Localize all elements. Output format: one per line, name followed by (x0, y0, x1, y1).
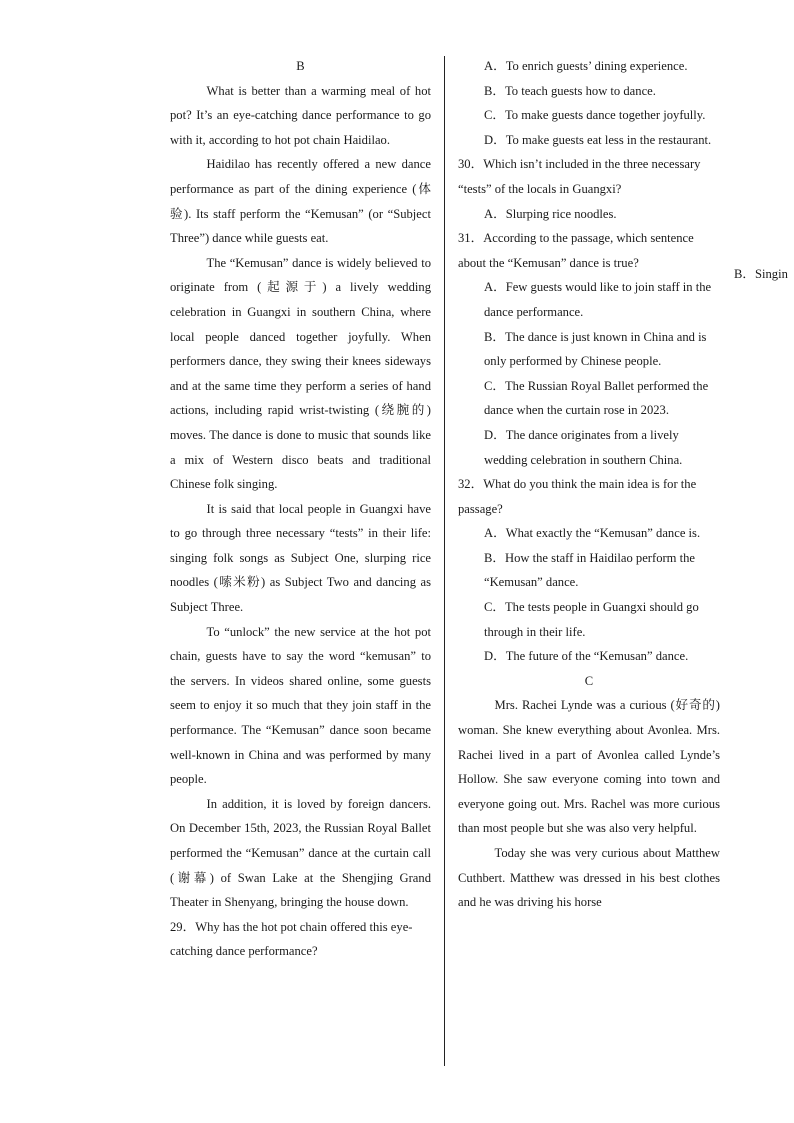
question-31: 31．According to the passage, which sentence about the “Kemusan” dance is true? (458, 231, 694, 270)
q30-option-a: A．Slurping rice noodles. (484, 206, 617, 221)
q32-option-d: D．The future of the “Kemusan” dance. (484, 649, 689, 664)
question-32: 32．What do you think the main idea is for the passage? (458, 477, 697, 516)
passage-b-paragraph-1: What is better than a warming meal of hot pot? It’s an eye-catching dance performance to go with it, according to hot pot chain Haidilao. (170, 83, 431, 147)
q29-option-c: C．To make guests dance together joyfully. (484, 108, 706, 123)
passage-b-paragraph-4: It is said that local people in Guangxi have to go through three necessary “tests” in their life: singing folk songs as Subject One, slurping rice noodles (嗦米粉) as Subject Two and dancing as Subject Three. (170, 501, 431, 615)
right-column (458, 54, 720, 915)
q30-option-b-cutoff: B．Singin (734, 267, 788, 281)
q29-option-a: A．To enrich guests’ dining experience. (484, 59, 688, 73)
q31-option-c: C．The Russian Royal Ballet performed the dance when the curtain rose in 2023. (484, 378, 709, 418)
passage-b-paragraph-2: Haidilao has recently offered a new dance performance as part of the dining experience (体验). Its staff perform the “Kemusan” (or “Subject Three”) dance while guests eat. (170, 157, 431, 246)
column-divider (444, 56, 445, 1066)
passage-b-paragraph-6: In addition, it is loved by foreign dancers. On December 15th, 2023, the Russian Royal Ballet performed the “Kemusan” dance at the curtain call (谢幕) of Swan Lake at the Shengjing Grand Theater in Shenyang, bringing the house down. (170, 796, 431, 910)
passage-c-paragraph-1: Mrs. Rachei Lynde was a curious (好奇的) woman. She knew everything about Avonlea. Mrs. Rachei lived in a part of Avonlea called Lynde’s Hollow. She saw everyone coming into town and everyone going out. Mrs. Rachel was more curious than most people but she was also very helpful. (458, 698, 720, 836)
question-29: 29．Why has the hot pot chain offered this eye-catching dance performance? (170, 919, 413, 959)
q31-option-d: D．The dance originates from a lively wedding celebration in southern China. (484, 427, 683, 467)
question-30: 30．Which isn’t included in the three necessary “tests” of the locals in Guangxi? (458, 157, 701, 196)
q32-option-b: B．How the staff in Haidilao perform the “Kemusan” dance. (484, 550, 696, 590)
left-column (170, 54, 431, 964)
section-b-title: B (296, 59, 305, 73)
passage-c-paragraph-2: Today she was very curious about Matthew Cuthbert. Matthew was dressed in his best clothes and he was driving his horse (458, 846, 720, 910)
passage-b-paragraph-5: To “unlock” the new service at the hot pot chain, guests have to say the word “kemusan” to the servers. In videos shared online, some guests seem to enjoy it so much that they join staff in the performance. The “Kemusan” dance soon became well-known in China and was performed by many people. (170, 624, 431, 787)
section-c-title: C (584, 673, 594, 688)
q31-option-a: A．Few guests would like to join staff in the dance performance. (484, 280, 712, 319)
q32-option-a: A．What exactly the “Kemusan” dance is. (484, 526, 701, 541)
q32-option-c: C．The tests people in Guangxi should go through in their life. (484, 600, 699, 639)
q31-option-b: B．The dance is just known in China and is only performed by Chinese people. (484, 329, 707, 369)
q29-option-d: D．To make guests eat less in the restaurant. (484, 132, 712, 147)
q29-option-b: B．To teach guests how to dance. (484, 83, 656, 98)
passage-b-paragraph-3: The “Kemusan” dance is widely believed to originate from (起源于) a lively wedding celebration in Guangxi in southern China, where local people danced together joyfully. When performers dance, they swing their knees sideways and at the same time they perform a series of hand actions, including rapid wrist-twisting (绕腕的) moves. The dance is done to music that sounds like a mix of Western disco beats and traditional Chinese folk singing. (170, 255, 431, 492)
